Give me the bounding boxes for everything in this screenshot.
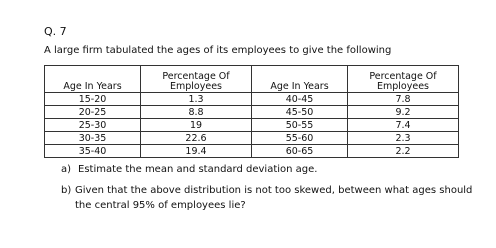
table-row: [45, 145, 459, 158]
header-percentage-right-line1: Percentage Of: [369, 71, 437, 82]
header-age-left-label: Age In Years: [63, 81, 122, 92]
header-age-right-label: Age In Years: [270, 81, 329, 92]
age-range-cell: 35-40: [45, 145, 141, 158]
header-percentage-left-line2: Employees: [170, 81, 222, 92]
percentage-cell: 9.2: [348, 106, 459, 119]
question-number: Q. 7: [44, 25, 67, 38]
age-range-cell: 25-30: [45, 119, 141, 132]
percentage-cell: 7.4: [348, 119, 459, 132]
header-age-right: [252, 66, 348, 93]
percentage-cell: 8.8: [141, 106, 252, 119]
age-range-cell: 20-25: [45, 106, 141, 119]
percentage-cell: 19.4: [141, 145, 252, 158]
header-percentage-right-line2: Employees: [377, 81, 429, 92]
age-distribution-table: [44, 65, 459, 158]
question-intro: A large firm tabulated the ages of its employees to give the following: [44, 45, 392, 56]
table-row: [45, 119, 459, 132]
part-a-marker: a): [61, 164, 72, 175]
percentage-cell: 2.3: [348, 132, 459, 145]
percentage-cell: 19: [141, 119, 252, 132]
part-b: [61, 183, 481, 213]
percentage-cell: 1.3: [141, 93, 252, 106]
header-percentage-left: [141, 66, 252, 93]
table-row: [45, 132, 459, 145]
header-age-left: [45, 66, 141, 93]
part-b-text-line1: Given that the above distribution is not too skewed, between what ages should: [75, 185, 473, 196]
age-range-cell: 55-60: [252, 132, 348, 145]
age-range-cell: 50-55: [252, 119, 348, 132]
age-range-cell: 30-35: [45, 132, 141, 145]
header-percentage-left-line1: Percentage Of: [162, 71, 230, 82]
header-percentage-right: [348, 66, 459, 93]
part-a-text: Estimate the mean and standard deviation age.: [78, 164, 318, 175]
table-row: [45, 106, 459, 119]
percentage-cell: 7.8: [348, 93, 459, 106]
table-header-row: [45, 66, 459, 93]
age-range-cell: 60-65: [252, 145, 348, 158]
percentage-cell: 22.6: [141, 132, 252, 145]
age-range-cell: 15-20: [45, 93, 141, 106]
part-a: [61, 162, 317, 177]
age-range-cell: 40-45: [252, 93, 348, 106]
part-b-marker: b): [61, 185, 72, 196]
percentage-cell: 2.2: [348, 145, 459, 158]
age-range-cell: 45-50: [252, 106, 348, 119]
part-b-text-line2: the central 95% of employees lie?: [75, 200, 246, 211]
table-row: [45, 93, 459, 106]
